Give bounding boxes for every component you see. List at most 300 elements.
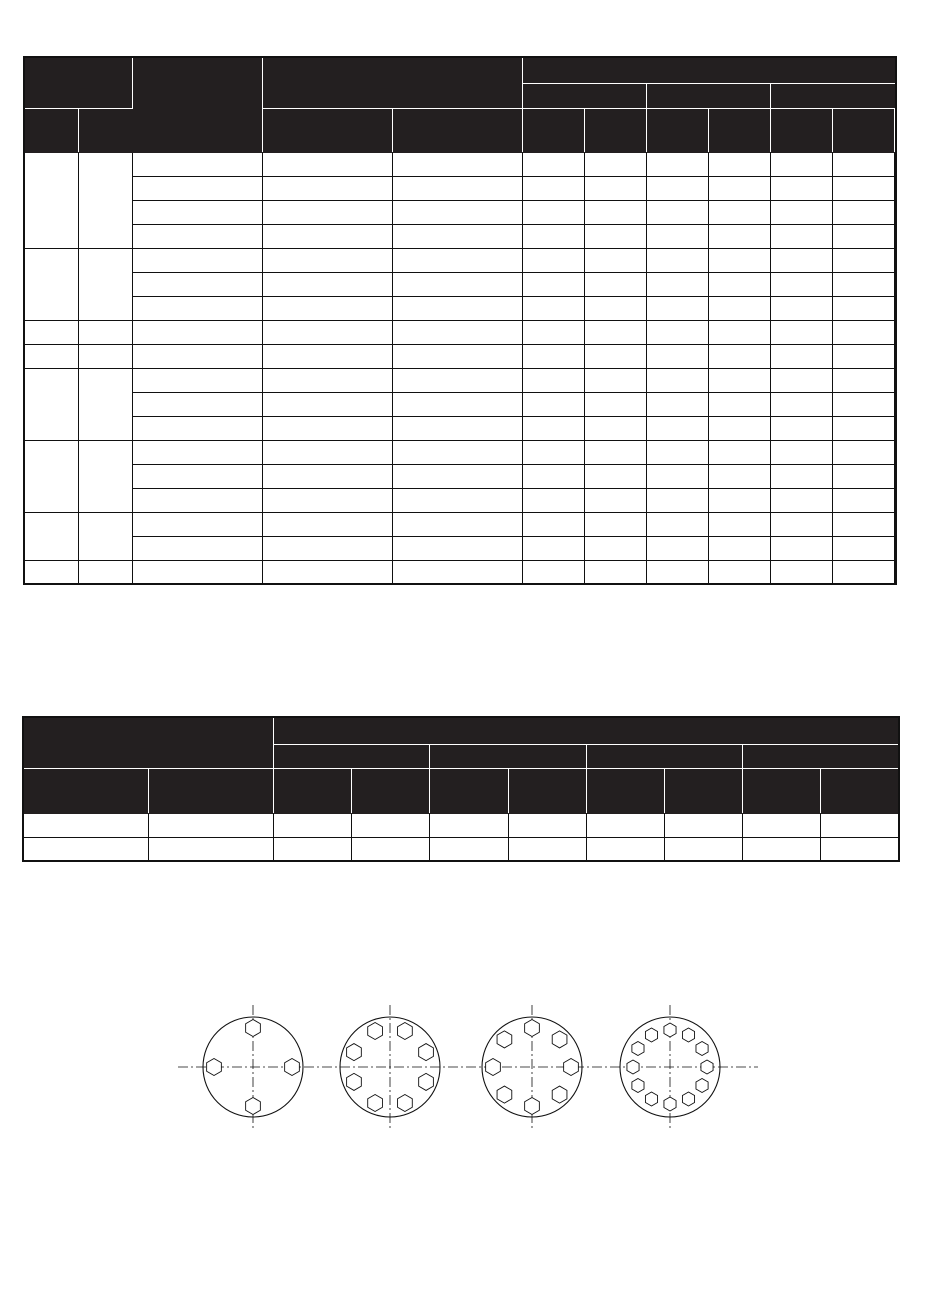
table-cell	[708, 368, 770, 392]
table-cell	[584, 248, 646, 272]
table-cell	[132, 200, 262, 224]
table-cell	[894, 464, 896, 488]
group-cell	[78, 368, 132, 440]
table-cell	[392, 224, 522, 248]
table-cell	[522, 512, 584, 536]
bolt-hex-icon	[525, 1020, 540, 1037]
table-cell	[522, 368, 584, 392]
table-cell	[743, 837, 821, 861]
table-cell	[646, 296, 708, 320]
table-cell	[262, 248, 392, 272]
table-row	[24, 416, 896, 440]
table-cell	[262, 488, 392, 512]
table-cell	[894, 368, 896, 392]
bolt-hex-icon	[419, 1044, 434, 1061]
table-1	[23, 56, 897, 585]
table-cell	[743, 813, 821, 837]
bolt-hex-icon	[497, 1086, 512, 1103]
table-cell	[132, 152, 262, 176]
table-cell	[132, 224, 262, 248]
table-2	[22, 716, 900, 862]
table-cell	[708, 272, 770, 296]
table-cell	[832, 488, 894, 512]
table-cell	[664, 837, 742, 861]
table-cell	[132, 512, 262, 536]
bolt-hex-icon	[398, 1095, 413, 1112]
table-cell	[770, 512, 832, 536]
bolt-hex-icon	[419, 1073, 434, 1090]
table-cell	[708, 464, 770, 488]
table-cell	[522, 392, 584, 416]
table-cell	[262, 368, 392, 392]
table-cell	[522, 224, 584, 248]
table-cell	[262, 512, 392, 536]
bolt-hex-icon	[368, 1095, 383, 1112]
table-cell	[584, 440, 646, 464]
table-cell	[832, 224, 894, 248]
table-cell	[646, 368, 708, 392]
header-cell	[743, 768, 821, 813]
table-cell	[392, 392, 522, 416]
header-cell	[584, 108, 646, 152]
table-cell	[646, 224, 708, 248]
table-cell	[646, 152, 708, 176]
table-cell	[132, 368, 262, 392]
table-cell	[584, 272, 646, 296]
table-cell	[262, 416, 392, 440]
table-cell	[522, 416, 584, 440]
table-cell	[894, 296, 896, 320]
group-cell	[24, 320, 78, 344]
table-cell	[832, 248, 894, 272]
table-cell	[770, 200, 832, 224]
table-cell	[770, 248, 832, 272]
header-cell	[770, 83, 894, 108]
table-cell	[23, 813, 148, 837]
header-cell	[586, 744, 742, 768]
header-cell	[262, 57, 522, 108]
table-cell	[392, 488, 522, 512]
header-cell	[430, 768, 508, 813]
table-cell	[770, 296, 832, 320]
group-cell	[78, 512, 132, 560]
table-row	[24, 464, 896, 488]
table-cell	[894, 320, 896, 344]
table-cell	[522, 296, 584, 320]
table-cell	[522, 560, 584, 584]
table-cell	[262, 200, 392, 224]
table-row	[24, 152, 896, 176]
group-cell	[78, 152, 132, 248]
table-row	[24, 200, 896, 224]
bolt-hex-icon	[398, 1022, 413, 1039]
table-cell	[770, 152, 832, 176]
table-cell	[646, 416, 708, 440]
table-cell	[522, 200, 584, 224]
table-cell	[392, 272, 522, 296]
group-cell	[24, 368, 78, 440]
table-cell	[522, 152, 584, 176]
table-cell	[148, 837, 273, 861]
table-cell	[132, 440, 262, 464]
table-cell	[508, 813, 586, 837]
table-cell	[586, 813, 664, 837]
table-cell	[262, 560, 392, 584]
table-cell	[770, 560, 832, 584]
table-cell	[894, 344, 896, 368]
group-cell	[78, 440, 132, 512]
table-cell	[262, 344, 392, 368]
table-cell	[584, 488, 646, 512]
table-cell	[584, 560, 646, 584]
bolt-hex-icon	[632, 1042, 644, 1056]
bolt-hex-icon	[246, 1098, 261, 1115]
header-cell	[646, 108, 708, 152]
table-cell	[584, 512, 646, 536]
table-cell	[262, 320, 392, 344]
table-cell	[832, 344, 894, 368]
group-cell	[78, 248, 132, 320]
table-cell	[392, 248, 522, 272]
table-cell	[132, 560, 262, 584]
header-cell	[78, 108, 132, 152]
table-cell	[392, 536, 522, 560]
table-cell	[832, 536, 894, 560]
table-cell	[132, 272, 262, 296]
group-cell	[78, 320, 132, 344]
table-cell	[352, 813, 430, 837]
table-cell	[832, 416, 894, 440]
table-cell	[708, 536, 770, 560]
table-cell	[392, 320, 522, 344]
bolt-hex-icon	[525, 1098, 540, 1115]
table-cell	[832, 152, 894, 176]
table-row	[24, 344, 896, 368]
table-cell	[522, 176, 584, 200]
bolt-hex-icon	[347, 1044, 362, 1061]
table-cell	[584, 368, 646, 392]
header-cell	[23, 768, 148, 813]
group-cell	[24, 152, 78, 248]
table-row	[24, 320, 896, 344]
table-cell	[274, 837, 352, 861]
table-cell	[770, 272, 832, 296]
table-cell	[132, 320, 262, 344]
bolt-hex-icon	[682, 1092, 694, 1106]
table-cell	[894, 416, 896, 440]
table-cell	[894, 224, 896, 248]
table-2-body	[23, 813, 899, 861]
header-cell	[274, 744, 430, 768]
bolt-hex-icon	[696, 1042, 708, 1056]
table-cell	[894, 488, 896, 512]
header-cell	[23, 717, 274, 768]
table-cell	[708, 512, 770, 536]
header-cell	[894, 108, 896, 152]
table-cell	[770, 464, 832, 488]
table-cell	[770, 536, 832, 560]
table-cell	[708, 224, 770, 248]
table-cell	[708, 440, 770, 464]
header-cell	[522, 83, 646, 108]
table-cell	[708, 296, 770, 320]
table-cell	[770, 368, 832, 392]
header-cell	[132, 57, 262, 152]
table-cell	[132, 392, 262, 416]
table-cell	[708, 152, 770, 176]
table-cell	[646, 560, 708, 584]
table-cell	[832, 512, 894, 536]
group-cell	[78, 344, 132, 368]
table-cell	[392, 344, 522, 368]
bolt-hex-icon	[552, 1031, 567, 1048]
header-cell	[262, 108, 392, 152]
table-cell	[646, 464, 708, 488]
table-cell	[708, 560, 770, 584]
table-cell	[584, 536, 646, 560]
table-cell	[894, 512, 896, 536]
table-row	[24, 224, 896, 248]
table-cell	[646, 392, 708, 416]
table-row	[24, 560, 896, 584]
header-cell	[24, 57, 132, 108]
header-cell	[664, 768, 742, 813]
bolt-hex-icon	[645, 1028, 657, 1042]
table-cell	[821, 837, 899, 861]
table-row	[24, 272, 896, 296]
bolt-hex-icon	[246, 1020, 261, 1037]
table-row	[24, 296, 896, 320]
table-cell	[894, 392, 896, 416]
header-cell	[148, 768, 273, 813]
bolt-pattern-figure	[178, 995, 758, 1145]
bolt-hex-icon	[368, 1022, 383, 1039]
table-row	[24, 392, 896, 416]
table-cell	[894, 440, 896, 464]
table-cell	[770, 320, 832, 344]
table-cell	[392, 512, 522, 536]
table-cell	[522, 344, 584, 368]
table-cell	[770, 224, 832, 248]
bolt-hex-icon	[696, 1079, 708, 1093]
table-cell	[708, 488, 770, 512]
table-2-header	[23, 717, 899, 813]
table-cell	[646, 320, 708, 344]
table-cell	[392, 200, 522, 224]
bolt-hex-icon	[645, 1092, 657, 1106]
bolt-hex-icon	[285, 1059, 300, 1076]
header-cell	[646, 83, 770, 108]
table-cell	[262, 536, 392, 560]
group-cell	[24, 344, 78, 368]
table-cell	[274, 813, 352, 837]
table-cell	[708, 248, 770, 272]
table-cell	[832, 464, 894, 488]
table-cell	[832, 392, 894, 416]
table-cell	[586, 837, 664, 861]
table-cell	[770, 440, 832, 464]
header-cell	[274, 717, 899, 744]
table-cell	[832, 560, 894, 584]
header-cell	[586, 768, 664, 813]
table-row	[24, 512, 896, 536]
table-cell	[132, 176, 262, 200]
table-cell	[646, 344, 708, 368]
table-cell	[646, 176, 708, 200]
header-cell	[522, 108, 584, 152]
table-cell	[770, 176, 832, 200]
table-cell	[584, 296, 646, 320]
header-cell	[352, 768, 430, 813]
table-cell	[894, 176, 896, 200]
table-cell	[262, 440, 392, 464]
bolt-hex-icon	[664, 1097, 676, 1111]
table-cell	[770, 488, 832, 512]
group-cell	[24, 512, 78, 560]
header-cell	[832, 108, 894, 152]
table-1-header	[24, 57, 896, 152]
header-cell	[430, 744, 586, 768]
table-cell	[132, 416, 262, 440]
header-cell	[392, 108, 522, 152]
table-cell	[584, 464, 646, 488]
table-cell	[646, 248, 708, 272]
table-cell	[522, 440, 584, 464]
table-cell	[894, 272, 896, 296]
table-cell	[646, 200, 708, 224]
table-cell	[584, 392, 646, 416]
table-cell	[508, 837, 586, 861]
table-cell	[132, 248, 262, 272]
bolt-hex-icon	[664, 1023, 676, 1037]
table-cell	[584, 176, 646, 200]
table-cell	[646, 488, 708, 512]
table-cell	[392, 464, 522, 488]
bolt-hex-icon	[347, 1073, 362, 1090]
bolt-hex-icon	[497, 1031, 512, 1048]
table-cell	[132, 488, 262, 512]
header-cell	[24, 108, 78, 152]
bolt-hex-icon	[701, 1060, 713, 1074]
table-cell	[832, 272, 894, 296]
table-cell	[132, 296, 262, 320]
table-cell	[832, 440, 894, 464]
table-cell	[522, 272, 584, 296]
table-cell	[708, 176, 770, 200]
table-cell	[392, 560, 522, 584]
table-cell	[708, 200, 770, 224]
bolt-hex-icon	[632, 1079, 644, 1093]
bolt-hex-icon	[627, 1060, 639, 1074]
table-cell	[646, 272, 708, 296]
table-cell	[23, 837, 148, 861]
table-cell	[262, 464, 392, 488]
table-row	[24, 536, 896, 560]
table-cell	[584, 416, 646, 440]
table-cell	[832, 368, 894, 392]
table-cell	[894, 200, 896, 224]
table-cell	[708, 320, 770, 344]
table-row	[24, 488, 896, 512]
table-cell	[664, 813, 742, 837]
header-cell	[708, 108, 770, 152]
table-cell	[584, 224, 646, 248]
table-cell	[832, 296, 894, 320]
table-row	[24, 248, 896, 272]
table-cell	[262, 224, 392, 248]
bolt-hex-icon	[564, 1059, 579, 1076]
table-cell	[584, 200, 646, 224]
table-cell	[894, 560, 896, 584]
table-cell	[148, 813, 273, 837]
table-cell	[262, 296, 392, 320]
header-cell	[770, 108, 832, 152]
bolt-hex-icon	[552, 1086, 567, 1103]
table-row	[24, 176, 896, 200]
bolt-hex-icon	[682, 1028, 694, 1042]
bolt-hex-icon	[486, 1059, 501, 1076]
table-cell	[522, 464, 584, 488]
table-cell	[392, 296, 522, 320]
table-cell	[894, 152, 896, 176]
table-cell	[392, 440, 522, 464]
table-cell	[522, 320, 584, 344]
table-cell	[132, 344, 262, 368]
table-cell	[132, 464, 262, 488]
table-cell	[770, 416, 832, 440]
table-cell	[894, 536, 896, 560]
table-cell	[708, 392, 770, 416]
table-cell	[522, 248, 584, 272]
table-cell	[584, 320, 646, 344]
table-cell	[832, 176, 894, 200]
table-cell	[392, 152, 522, 176]
header-cell	[508, 768, 586, 813]
table-cell	[430, 837, 508, 861]
table-cell	[708, 344, 770, 368]
group-cell	[78, 560, 132, 584]
table-cell	[262, 392, 392, 416]
table-cell	[770, 344, 832, 368]
header-cell	[274, 768, 352, 813]
group-cell	[24, 440, 78, 512]
table-cell	[392, 416, 522, 440]
header-cell	[522, 57, 894, 83]
table-1-body	[24, 152, 896, 584]
table-cell	[262, 272, 392, 296]
table-cell	[584, 344, 646, 368]
table-cell	[132, 536, 262, 560]
table-cell	[646, 536, 708, 560]
table-cell	[708, 416, 770, 440]
table-cell	[262, 176, 392, 200]
group-cell	[24, 560, 78, 584]
table-cell	[832, 200, 894, 224]
table-cell	[262, 152, 392, 176]
table-cell	[522, 488, 584, 512]
table-row	[24, 440, 896, 464]
table-cell	[352, 837, 430, 861]
header-cell	[821, 768, 899, 813]
table-cell	[392, 176, 522, 200]
table-cell	[392, 368, 522, 392]
table-cell	[832, 320, 894, 344]
table-cell	[821, 813, 899, 837]
table-row	[24, 368, 896, 392]
table-row	[23, 837, 899, 861]
header-cell	[743, 744, 899, 768]
table-cell	[646, 440, 708, 464]
